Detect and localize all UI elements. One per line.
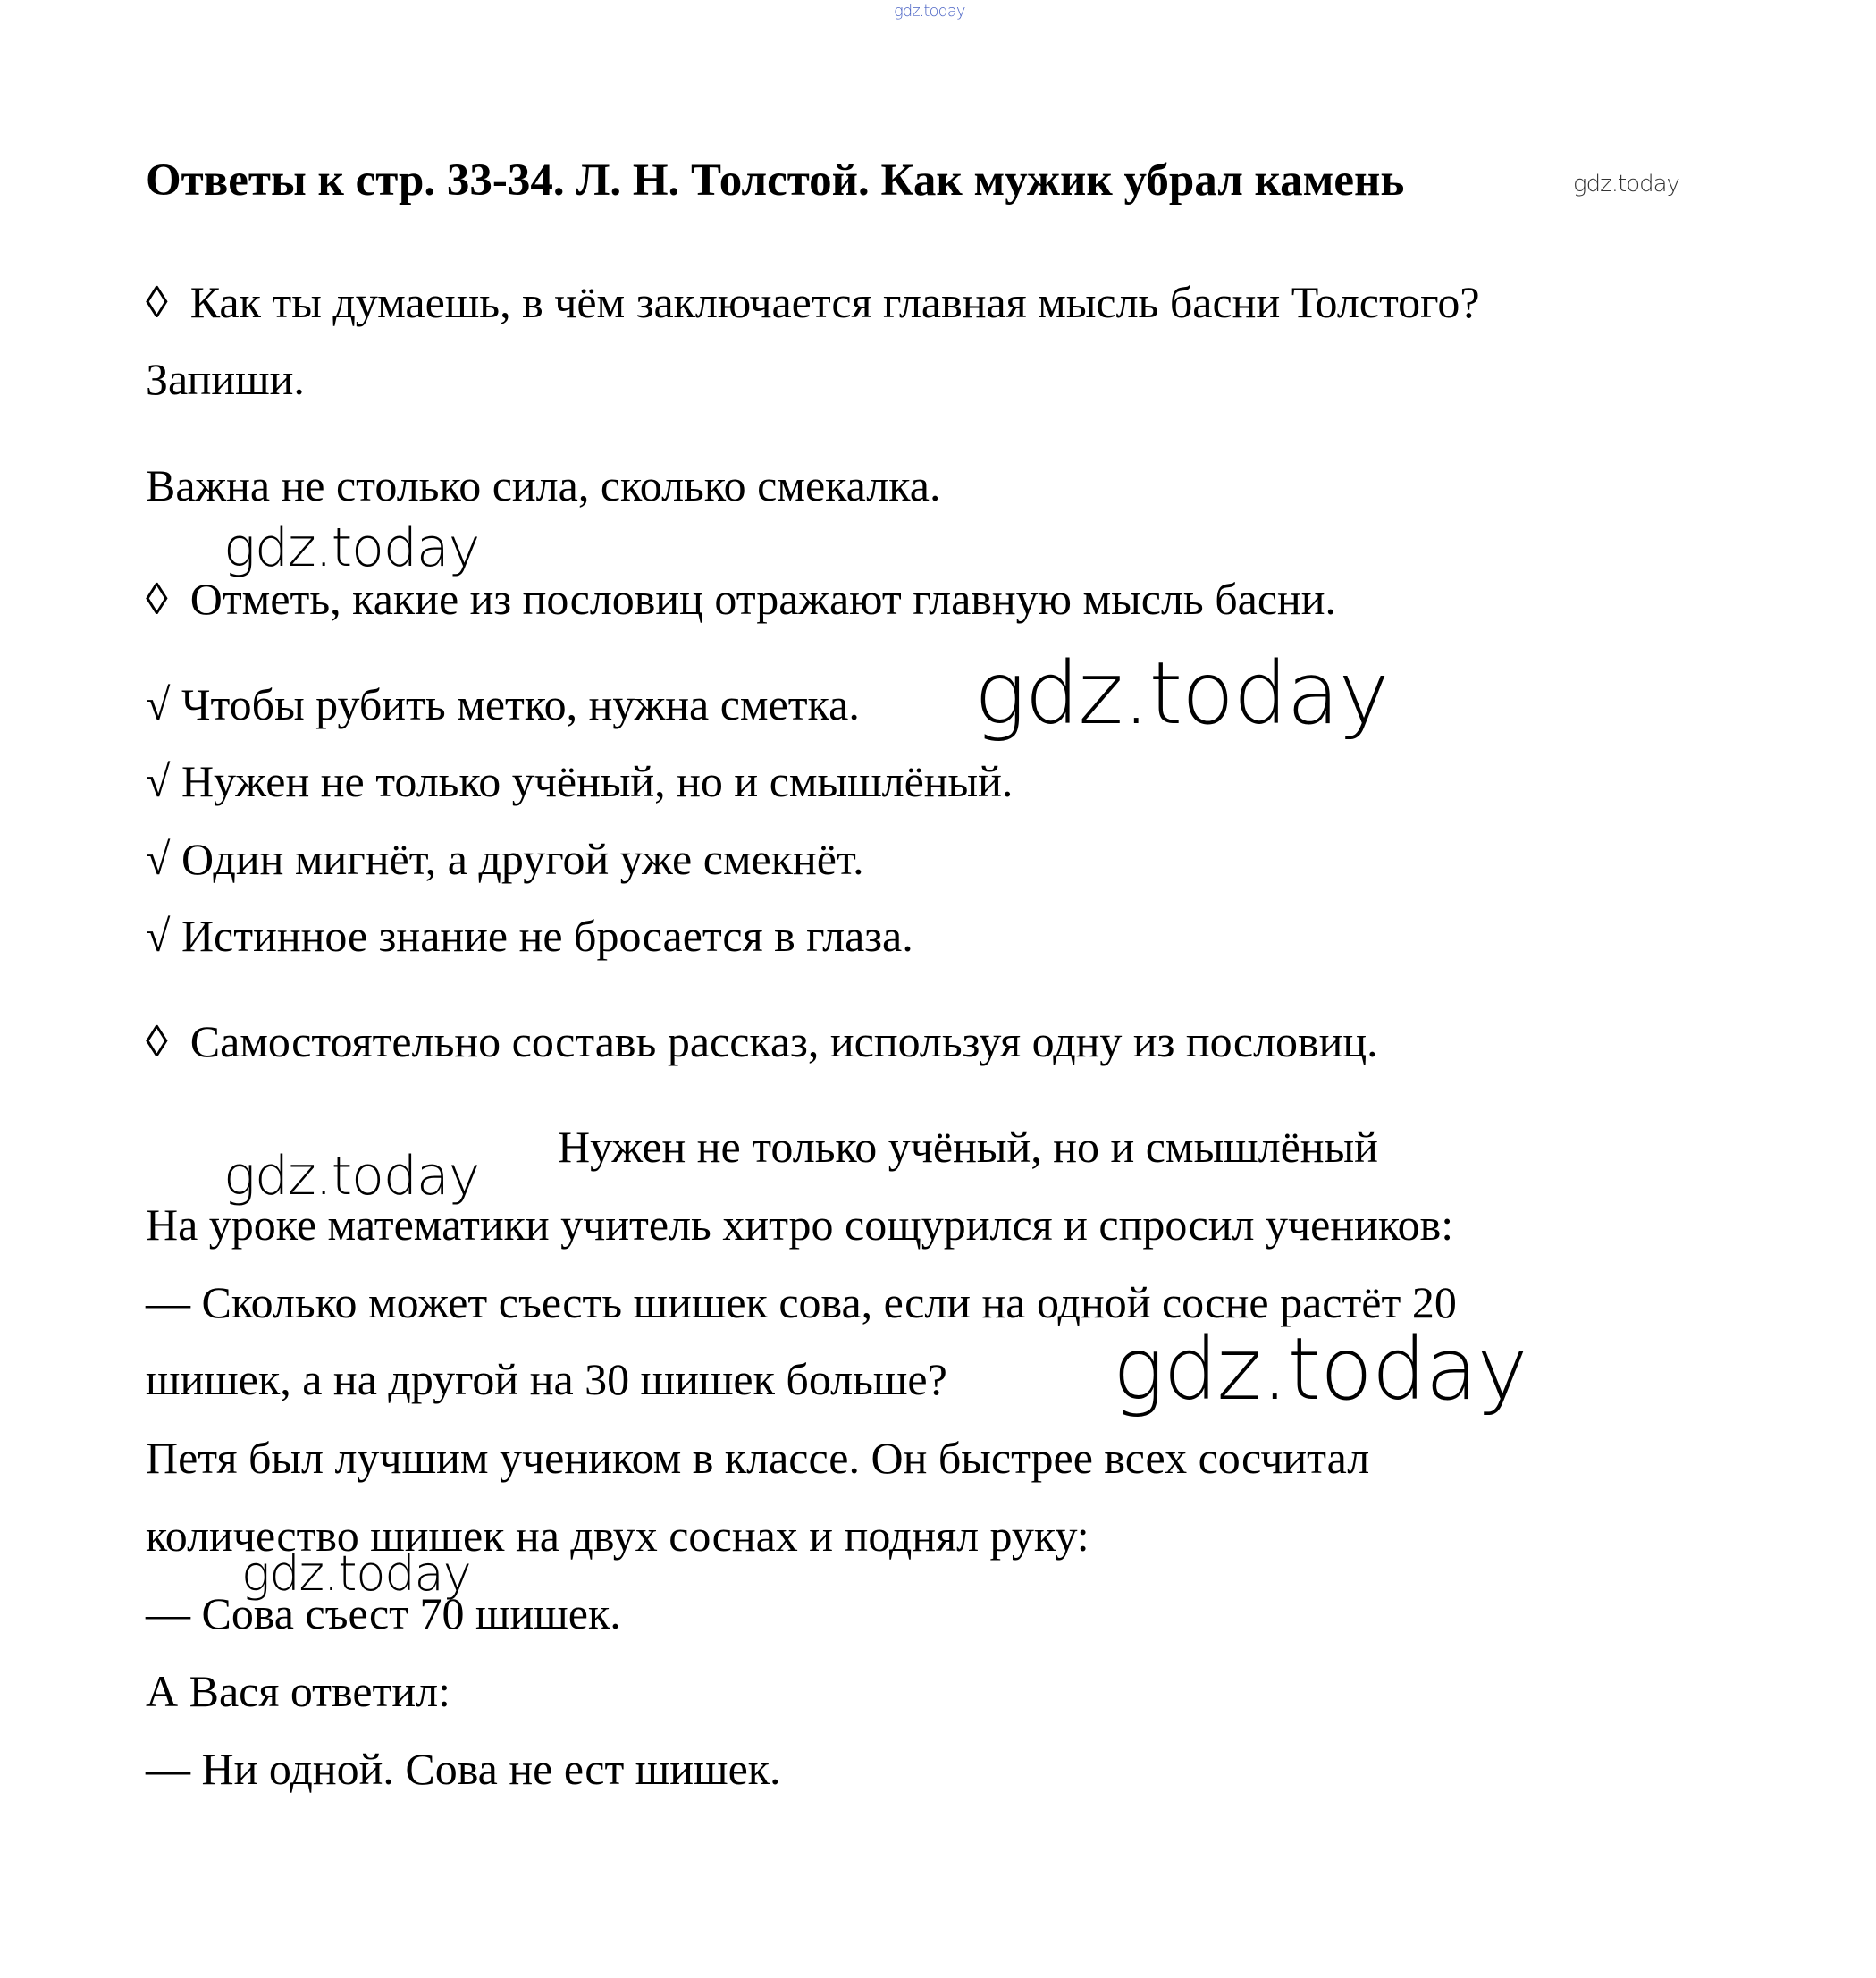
story-line: На уроке математики учитель хитро сощурился и спросил учеников: xyxy=(146,1199,1454,1250)
story-line: — Сова съест 70 шишек. xyxy=(146,1588,621,1638)
check-icon: √ xyxy=(146,911,171,961)
diamond-icon: ◊ xyxy=(146,1016,168,1066)
check-icon: √ xyxy=(146,834,171,884)
watermark-1: gdz.today xyxy=(223,517,480,579)
question-1-cont: Запиши. xyxy=(146,354,305,404)
proverb-item xyxy=(146,909,913,963)
story-line: — Сколько может съесть шишек сова, если на одной сосне растёт 20 xyxy=(146,1277,1457,1327)
question-1-text: Как ты думаешь, в чём заключается главная мысль басни Толстого? xyxy=(189,277,1480,327)
watermark-3: gdz.today xyxy=(223,1145,480,1208)
story-line: А Вася ответил: xyxy=(146,1666,450,1716)
question-1 xyxy=(146,275,1480,329)
proverb-text: Нужен не только учёный, но и смышлёный. xyxy=(181,756,1014,806)
story-line: количество шишек на двух соснах и поднял руку: xyxy=(146,1511,1089,1561)
question-3-text: Самостоятельно составь рассказ, используя одну из пословиц. xyxy=(189,1016,1378,1066)
answer-1: Важна не столько сила, сколько смекалка. xyxy=(146,460,941,510)
proverb-item xyxy=(146,754,1013,808)
proverb-text: Чтобы рубить метко, нужна сметка. xyxy=(181,679,860,729)
check-icon: √ xyxy=(146,679,171,729)
proverb-item xyxy=(146,832,864,886)
watermark-4: gdz.today xyxy=(1113,1319,1527,1419)
story-line: Петя был лучшим учеником в классе. Он быстрее всех сосчитал xyxy=(146,1433,1370,1483)
question-2 xyxy=(146,572,1336,626)
question-3 xyxy=(146,1014,1378,1068)
story-heading: Нужен не только учёный, но и смышлёный xyxy=(558,1122,1378,1172)
question-2-text: Отметь, какие из пословиц отражают главную мысль басни. xyxy=(189,574,1337,624)
proverb-text: Один мигнёт, а другой уже смекнёт. xyxy=(181,834,864,884)
proverb-text: Истинное знание не бросается в глаза. xyxy=(181,911,913,961)
check-icon: √ xyxy=(146,756,171,806)
proverb-item xyxy=(146,678,860,731)
watermark-top: gdz.today xyxy=(894,2,965,21)
story-line: шишек, а на другой на 30 шишек больше? xyxy=(146,1354,947,1404)
diamond-icon: ◊ xyxy=(146,574,168,624)
diamond-icon: ◊ xyxy=(146,277,168,327)
watermark-2: gdz.today xyxy=(974,644,1389,744)
watermark-5: gdz.today xyxy=(241,1545,471,1602)
watermark-title: gdz.today xyxy=(1573,171,1679,198)
story-line: — Ни одной. Сова не ест шишек. xyxy=(146,1744,781,1794)
page-title: Ответы к стр. 33-34. Л. Н. Толстой. Как мужик убрал камень xyxy=(146,156,1405,206)
